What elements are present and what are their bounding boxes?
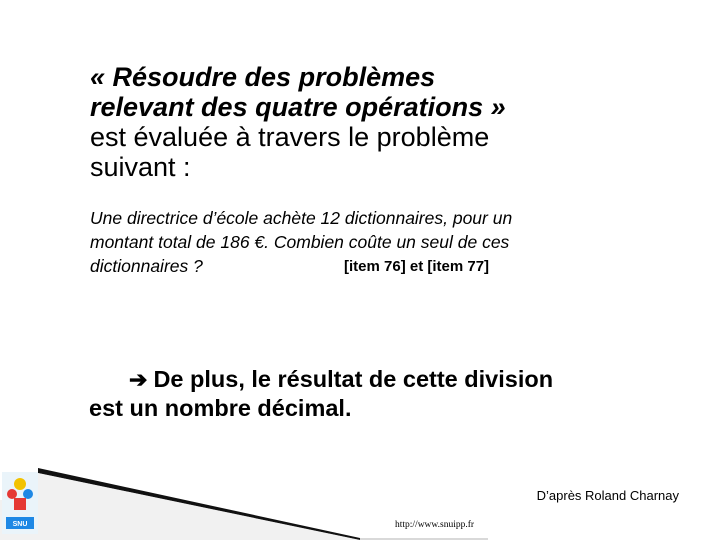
conclusion-line-2: est un nombre décimal.	[89, 395, 352, 421]
conclusion-line-1	[89, 365, 669, 394]
heading-line-2: relevant des quatre opérations »	[90, 92, 506, 122]
logo-text: SNU	[12, 521, 28, 528]
right-arrow-icon: ➔	[129, 367, 148, 392]
heading-line-3: est évaluée à travers le problème	[90, 122, 490, 152]
problem-line-3: dictionnaires ?	[90, 256, 203, 276]
credit: D’après Roland Charnay	[536, 488, 679, 503]
problem-line-1: Une directrice d’école achète 12 dictionnaires, pour un	[90, 208, 513, 228]
heading-line-4: suivant :	[90, 152, 191, 182]
conclusion-text-1: De plus, le résultat de cette division	[153, 366, 554, 392]
footer-url[interactable]: http://www.snuipp.fr	[395, 520, 475, 530]
heading	[90, 62, 650, 182]
snuipp-logo	[2, 472, 38, 534]
problem-line-2: montant total de 186 €. Combien coûte un seul de ces	[90, 232, 510, 252]
conclusion	[89, 365, 669, 422]
swoosh-grey	[0, 473, 360, 540]
item-references: [item 76] et [item 77]	[344, 258, 490, 275]
heading-line-1: « Résoudre des problèmes	[90, 62, 436, 92]
